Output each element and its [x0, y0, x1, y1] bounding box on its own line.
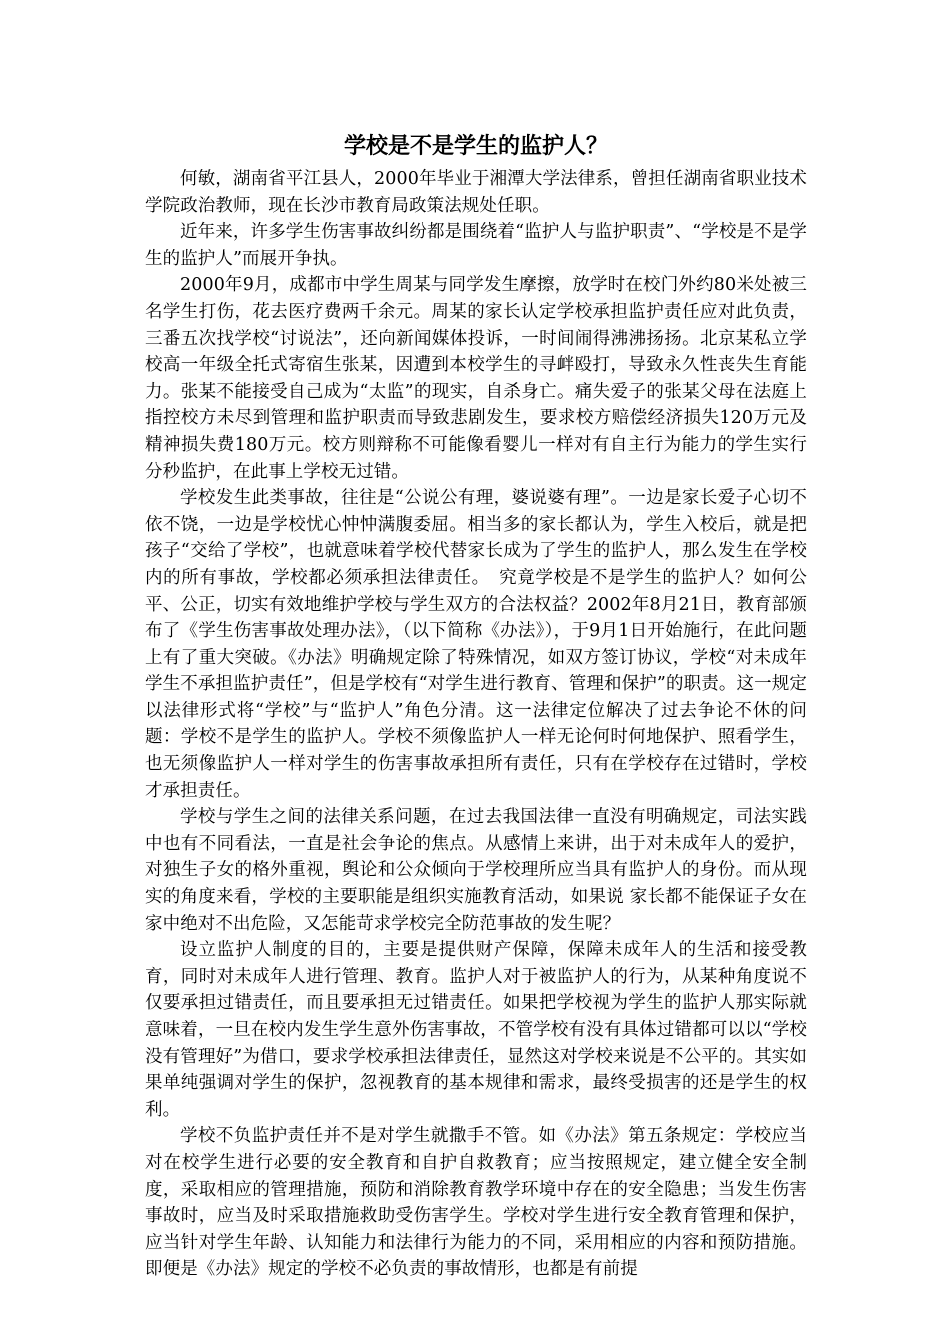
paragraph-school-duties: 学校不负监护责任并不是对学生就撒手不管。如《办法》第五条规定：学校应当对在校学生进行必要的安全教育和自护自救教育；应当按照规定，建立健全安全制度，采取相应的管理措施，预防和消除教育教学环境中存在的安全隐患；当发生伤害事故时，应当及时采取措施救助受伤害学生。学校对学生进行安全教育管理和保护，应当针对学生年龄、认知能力和法律行为能力的不同，采用相应的内容和预防措施。即便是《办法》规定的学校不必负责的事故情形，也都是有前提 — [145, 1126, 807, 1280]
document-title: 学校是不是学生的监护人？ — [343, 133, 608, 159]
paragraph-intro: 近年来，许多学生伤害事故纠纷都是围绕着“监护人与监护职责”、“学校是不是学生的监护人”而展开争执。 — [145, 222, 807, 269]
paragraph-guardian-purpose: 设立监护人制度的目的，主要是提供财产保障，保障未成年人的生活和接受教育，同时对未成年人进行管理、教育。监护人对于被监护人的行为，从某种角度说不仅要承担过错责任，而且要承担无过错责任。如果把学校视为学生的监护人那实际就意味着，一旦在校内发生学生意外伤害事故，不管学校有没有具体过错都可以以“学校没有管理好”为借口，要求学校承担法律责任，显然这对学校来说是不公平的。其实如果单纯强调对学生的保护，忽视教育的基本规律和需求，最终受损害的还是学生的权利。 — [145, 940, 807, 1120]
paragraph-cases: 2000年9月，成都市中学生周某与同学发生摩擦，放学时在校门外约80米处被三名学生打伤，花去医疗费两千余元。周某的家长认定学校承担监护责任应对此负责，三番五次找学校“讨说法”，还向新闻媒体投诉，一时间闹得沸沸扬扬。北京某私立学校高一年级全托式寄宿生张某，因遭到本校学生的寻衅殴打，导致永久性丧失生育能力。张某不能接受自己成为“太监”的现实，自杀身亡。痛失爱子的张某父母在法庭上指控校方未尽到管理和监护职责而导致悲剧发生，要求校方赔偿经济损失120万元及精神损失费180万元。校方则辩称不可能像看婴儿一样对有自主行为能力的学生实行分秒监护，在此事上学校无过错。 — [145, 275, 807, 482]
paragraph-author-bio: 何敏，湖南省平江县人，2000年毕业于湘潭大学法律系，曾担任湖南省职业技术学院政治教师，现在长沙市教育局政策法规处任职。 — [145, 169, 807, 216]
paragraph-regulation: 学校发生此类事故，往往是“公说公有理，婆说婆有理”。一边是家长爱子心切不依不饶，一边是学校忧心忡忡满腹委屈。相当多的家长都认为，学生入校后，就是把孩子“交给了学校”，也就意味着学校代替家长成为了学生的监护人，那么发生在学校内的所有事故，学校都必须承担法律责任。 究竟学校是不是学生的监护人？如何公平、公正，切实有效地维护学校与学生双方的合法权益？2002年8月21日，教育部颁布了《学生伤害事故处理办法》，（以下简称《办法》），于9月1日开始施行，在此问题上有了重大突破。《办法》明确规定除了特殊情况，如双方签订协议，学校“对未成年学生不承担监护责任”，但是学校有“对学生进行教育、管理和保护”的职责。这一规定以法律形式将“学校”与“监护人”角色分清。这一法律定位解决了过去争论不休的问题：学校不是学生的监护人。学校不须像监护人一样无论何时何地保护、照看学生，也无须像监护人一样对学生的伤害事故承担所有责任，只有在学校存在过错时，学校才承担责任。 — [145, 488, 807, 801]
document-page — [145, 128, 807, 1283]
paragraph-legal-relation: 学校与学生之间的法律关系问题，在过去我国法律一直没有明确规定，司法实践中也有不同看法，一直是社会争论的焦点。从感情上来讲，出于对未成年人的爱护，对独生子女的格外重视，舆论和公众倾向于学校理所应当具有监护人的身份。而从现实的角度来看，学校的主要职能是组织实施教育活动，如果说 家长都不能保证子女在家中绝对不出危险，又怎能苛求学校完全防范事故的发生呢？ — [145, 807, 807, 934]
